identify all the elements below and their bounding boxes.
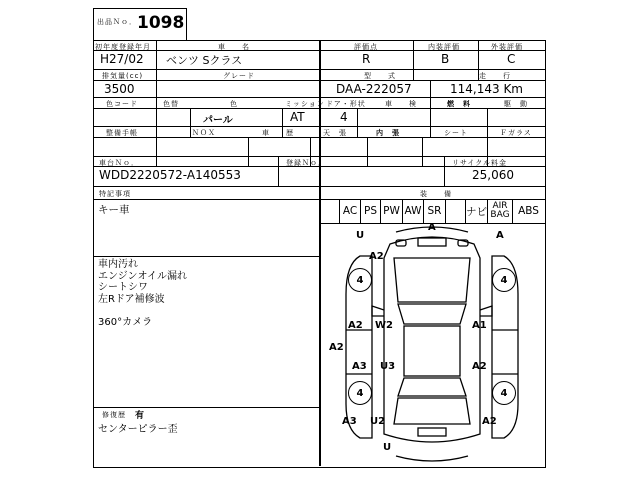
recycle-fee-label: リサイクル料金 bbox=[452, 159, 508, 167]
fuel-label: 燃 料 bbox=[447, 100, 471, 108]
interior-trim-label: 内 張 bbox=[376, 129, 400, 137]
hood bbox=[394, 258, 470, 302]
repair-detail: センターピラー歪 bbox=[98, 424, 178, 435]
damage-mark: A2 bbox=[472, 361, 487, 372]
rear-window bbox=[398, 378, 466, 396]
transmission-label: ミッション bbox=[285, 100, 325, 108]
damage-mark: A3 bbox=[352, 361, 367, 372]
equipment-row bbox=[320, 199, 544, 223]
color-value: パール bbox=[203, 115, 233, 126]
notes-item: キー車 bbox=[98, 204, 130, 216]
car-rear-view bbox=[396, 456, 468, 461]
windshield bbox=[398, 304, 466, 324]
divider bbox=[430, 108, 431, 137]
damage-mark: A2 bbox=[369, 251, 384, 262]
damage-mark: A bbox=[496, 230, 504, 241]
displacement-label: 排気量(cc) bbox=[102, 72, 144, 80]
notes-header: 特記事項 bbox=[99, 190, 131, 198]
color-label: 色 bbox=[230, 100, 238, 108]
equipment-navi: ナビ bbox=[466, 199, 488, 223]
remark-item: 360°カメラ bbox=[98, 316, 153, 328]
drive-label: 駆 動 bbox=[504, 100, 528, 108]
first-registration-label: 初年度登録年月 bbox=[95, 43, 151, 51]
damage-mark: A3 bbox=[342, 416, 357, 427]
front-glass-label: Ｆガラス bbox=[500, 129, 532, 137]
lot-number-label: 出品Ｎｏ． bbox=[97, 18, 137, 26]
interior-grade-value: B bbox=[441, 52, 450, 66]
remark-item bbox=[98, 305, 187, 317]
exterior-grade-value: C bbox=[507, 52, 516, 66]
divider bbox=[413, 40, 414, 80]
mileage-label: 走 行 bbox=[479, 72, 511, 80]
equipment-airbag: AIR BAG bbox=[488, 199, 513, 223]
divider bbox=[156, 108, 157, 137]
divider bbox=[248, 137, 249, 166]
equipment-abs: ABS bbox=[518, 205, 539, 217]
headliner-label: 天 張 bbox=[323, 129, 347, 137]
damage-mark: U2 bbox=[370, 416, 386, 427]
equipment-header: 装 備 bbox=[420, 190, 452, 198]
damage-mark: A bbox=[428, 222, 436, 233]
registration-number-label: 登録Ｎｏ． bbox=[286, 159, 326, 167]
divider bbox=[156, 80, 157, 108]
score-value: R bbox=[362, 52, 371, 66]
door-shape-label: ドア・形状 bbox=[326, 100, 366, 108]
mileage-value: 114,143 Km bbox=[450, 82, 523, 96]
car-damage-diagram bbox=[320, 224, 544, 466]
trunk bbox=[394, 398, 470, 424]
equipment-pw: PW bbox=[381, 199, 403, 223]
mirror-left bbox=[372, 306, 384, 316]
inspection-label: 車 検 bbox=[385, 100, 417, 108]
divider bbox=[430, 80, 431, 108]
remarks-list bbox=[98, 259, 187, 328]
color-code-label: 色コード bbox=[106, 100, 138, 108]
damage-mark: U bbox=[383, 442, 392, 453]
damage-mark: A2 bbox=[329, 342, 344, 353]
divider bbox=[156, 40, 157, 80]
color-change-label: 色替 bbox=[163, 100, 179, 108]
divider bbox=[487, 108, 488, 137]
remark-item: シートシワ bbox=[98, 282, 148, 293]
wheel-front-left: 4 bbox=[348, 268, 372, 292]
mirror-right bbox=[480, 306, 492, 316]
equipment-blank bbox=[446, 199, 466, 223]
interior-grade-label: 内装評価 bbox=[428, 43, 460, 51]
exterior-grade-label: 外装評価 bbox=[491, 43, 523, 51]
car-name-value: ベンツ Sクラス bbox=[166, 54, 243, 67]
grade-label: グレード bbox=[223, 72, 255, 80]
equipment-slot bbox=[320, 199, 340, 223]
damage-mark: U3 bbox=[380, 361, 396, 372]
divider bbox=[156, 137, 157, 166]
displacement-value: 3500 bbox=[104, 82, 135, 96]
damage-mark: A2 bbox=[482, 416, 497, 427]
first-registration-value: H27/02 bbox=[100, 52, 144, 66]
transmission-value: AT bbox=[290, 110, 305, 124]
car-top-outline bbox=[384, 237, 480, 442]
divider bbox=[444, 156, 445, 186]
wheel-rear-right: 4 bbox=[492, 381, 516, 405]
divider bbox=[357, 108, 358, 137]
lot-number-value: 1098 bbox=[137, 13, 185, 33]
remark-item: エンジンオイル漏れ bbox=[98, 270, 187, 282]
roof bbox=[404, 326, 460, 376]
equipment-ps: PS bbox=[361, 199, 381, 223]
divider bbox=[278, 156, 279, 186]
rear-plate bbox=[418, 428, 446, 436]
wheel-front-right: 4 bbox=[492, 268, 516, 292]
chassis-number-label: 車台Ｎｏ． bbox=[99, 159, 139, 167]
nox-label: ＮＯＸ bbox=[192, 129, 216, 137]
score-label: 評価点 bbox=[354, 43, 378, 51]
doors-value: 4 bbox=[340, 110, 348, 124]
damage-mark: A1 bbox=[472, 320, 487, 331]
model-label: 型 式 bbox=[364, 72, 396, 80]
recycle-fee-value: 25,060 bbox=[472, 168, 514, 182]
divider bbox=[190, 108, 191, 137]
equipment-aw: AW bbox=[403, 199, 424, 223]
vehicle-history-label: 車 歴 bbox=[262, 129, 294, 137]
wheel-rear-left: 4 bbox=[348, 381, 372, 405]
maintenance-book-label: 整備手帳 bbox=[106, 129, 138, 137]
seat-label: シート bbox=[444, 129, 468, 137]
equipment-ac: AC bbox=[340, 199, 361, 223]
chassis-number-value: WDD2220572-A140553 bbox=[99, 168, 241, 182]
repair-history-value: 有 bbox=[135, 411, 145, 421]
damage-mark: A2 bbox=[348, 320, 363, 331]
divider bbox=[93, 256, 319, 257]
remark-item: 車内汚れ bbox=[98, 259, 138, 270]
divider bbox=[93, 407, 319, 408]
equipment-sr: SR bbox=[424, 199, 446, 223]
front-grille bbox=[418, 238, 446, 246]
repair-history-label: 修復歴 bbox=[102, 411, 126, 419]
remark-item: 左Rドア補修波 bbox=[98, 293, 165, 305]
divider bbox=[367, 137, 368, 166]
damage-mark: U bbox=[356, 230, 365, 241]
divider bbox=[422, 137, 423, 166]
damage-mark: W2 bbox=[375, 320, 393, 331]
model-value: DAA-222057 bbox=[336, 82, 412, 96]
car-name-label: 車 名 bbox=[218, 43, 250, 51]
